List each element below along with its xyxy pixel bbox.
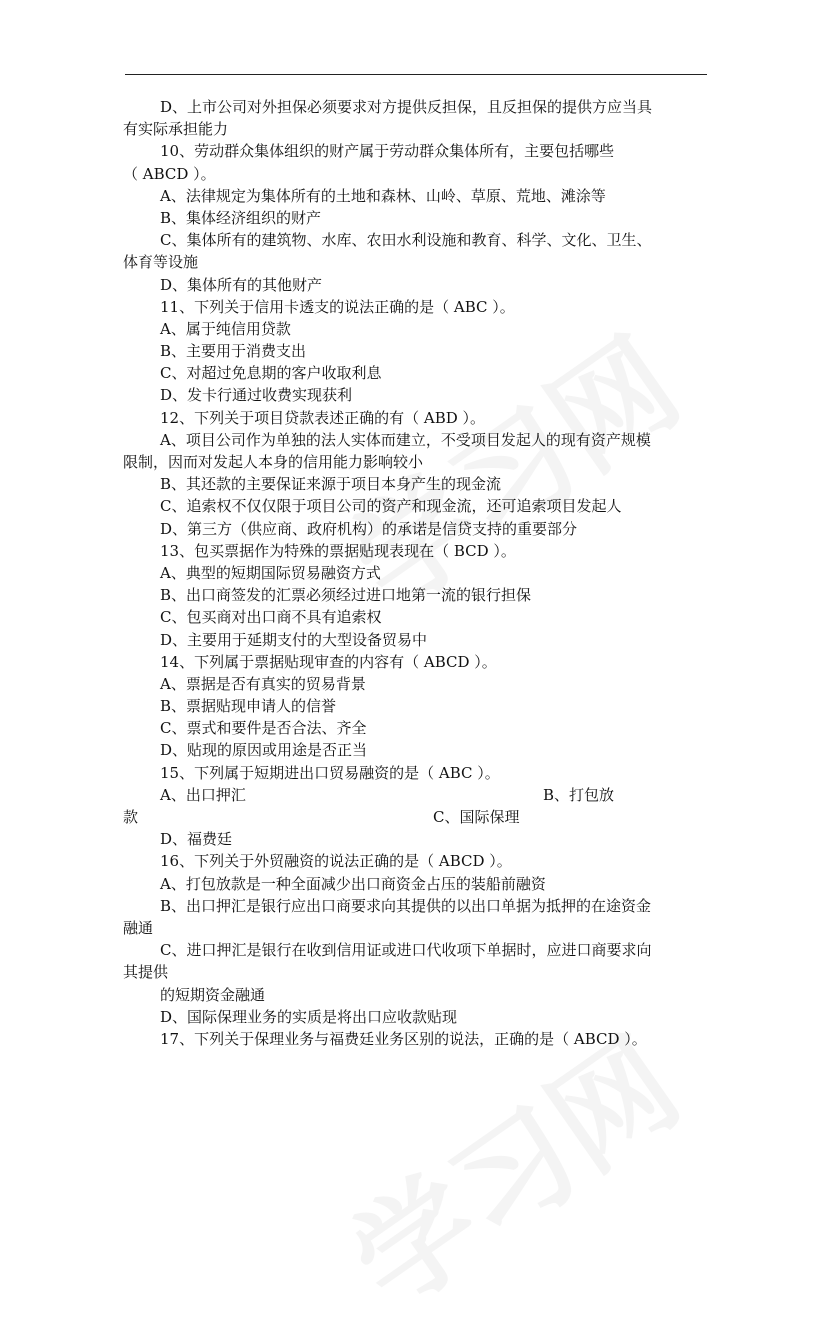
option-15-b: B、打包放 (543, 785, 615, 804)
header-rule (125, 74, 707, 75)
text-line: C、包买商对出口商不具有追索权 (160, 608, 382, 627)
document-body (123, 96, 707, 1050)
text-line: D、集体所有的其他财产 (160, 275, 323, 294)
text-line: C、进口押汇是银行在收到信用证或进口代收项下单据时，应进口商要求向 (160, 941, 652, 960)
text-line: A、项目公司作为单独的法人实体而建立，不受项目发起人的现有资产规模 (160, 430, 651, 449)
text-line: D、发卡行通过收费实现获利 (160, 386, 353, 405)
text-line: 12、下列关于项目贷款表述正确的有（ ABD ）。 (160, 408, 486, 427)
text-line: A、票据是否有真实的贸易背景 (160, 674, 366, 693)
text-line: C、对超过免息期的客户收取利息 (160, 364, 382, 383)
options-row-15a (123, 784, 707, 806)
text-line: 11、下列关于信用卡透支的说法正确的是（ ABC ）。 (160, 297, 515, 316)
text-line: D、主要用于延期支付的大型设备贸易中 (160, 630, 428, 649)
text-line: C、集体所有的建筑物、水库、农田水利设施和教育、科学、文化、卫生、 (160, 231, 652, 250)
text-line: 融通 (123, 918, 154, 937)
text-line: 14、下列属于票据贴现审查的内容有（ ABCD ）。 (160, 652, 497, 671)
text-line: B、其还款的主要保证来源于项目本身产生的现金流 (160, 475, 502, 494)
option-15-c: C、国际保理 (433, 808, 520, 826)
text-line: D、福费廷 (160, 830, 233, 849)
text-line: A、典型的短期国际贸易融资方式 (160, 563, 381, 582)
text-line: 其提供 (123, 963, 169, 982)
text-line: B、出口押汇是银行应出口商要求向其提供的以出口单据为抵押的在途资金 (160, 896, 652, 915)
text-line: B、集体经济组织的财产 (160, 208, 322, 227)
text-line: D、第三方（供应商、政府机构）的承诺是信贷支持的重要部分 (160, 519, 578, 538)
text-line: 体育等设施 (123, 253, 199, 272)
text-line: （ ABCD ）。 (123, 164, 216, 183)
text-line: D、上市公司对外担保必须要求对方提供反担保，且反担保的提供方应当具 (160, 98, 653, 116)
text-line: C、票式和要件是否合法、齐全 (160, 719, 367, 738)
text-line: D、国际保理业务的实质是将出口应收款贴现 (160, 1007, 458, 1026)
text-line: A、打包放款是一种全面减少出口商资金占压的装船前融资 (160, 874, 546, 893)
question-block-2 (123, 828, 707, 1050)
text-line: 10、劳动群众集体组织的财产属于劳动群众集体所有，主要包括哪些 (160, 142, 615, 161)
question-block-1 (123, 96, 707, 784)
text-line: 15、下列属于短期进出口贸易融资的是（ ABC ）。 (160, 763, 500, 782)
text-line: 有实际承担能力 (123, 120, 229, 139)
text-line: C、追索权不仅仅限于项目公司的资产和现金流，还可追索项目发起人 (160, 497, 622, 516)
text-line: B、主要用于消费支出 (160, 342, 307, 361)
text-line: 的短期资金融通 (160, 985, 266, 1004)
option-15-a: A、出口押汇 (160, 785, 246, 804)
option-15-b-continued: 款 (123, 808, 139, 826)
text-line: A、法律规定为集体所有的土地和森林、山岭、草原、荒地、滩涂等 (160, 186, 606, 205)
text-line: A、属于纯信用贷款 (160, 319, 291, 338)
text-line: 16、下列关于外贸融资的说法正确的是（ ABCD ）。 (160, 852, 512, 871)
text-line: 13、包买票据作为特殊的票据贴现表现在（ BCD ）。 (160, 541, 516, 560)
text-line: B、出口商签发的汇票必须经过进口地第一流的银行担保 (160, 586, 532, 605)
text-line: 限制，因而对发起人本身的信用能力影响较小 (123, 453, 424, 471)
text-line: D、贴现的原因或用途是否正当 (160, 741, 368, 760)
text-line: 17、下列关于保理业务与福费廷业务区别的说法，正确的是（ ABCD ）。 (160, 1029, 647, 1048)
options-row-15b (123, 806, 707, 828)
text-line: B、票据贴现申请人的信誉 (160, 697, 337, 716)
